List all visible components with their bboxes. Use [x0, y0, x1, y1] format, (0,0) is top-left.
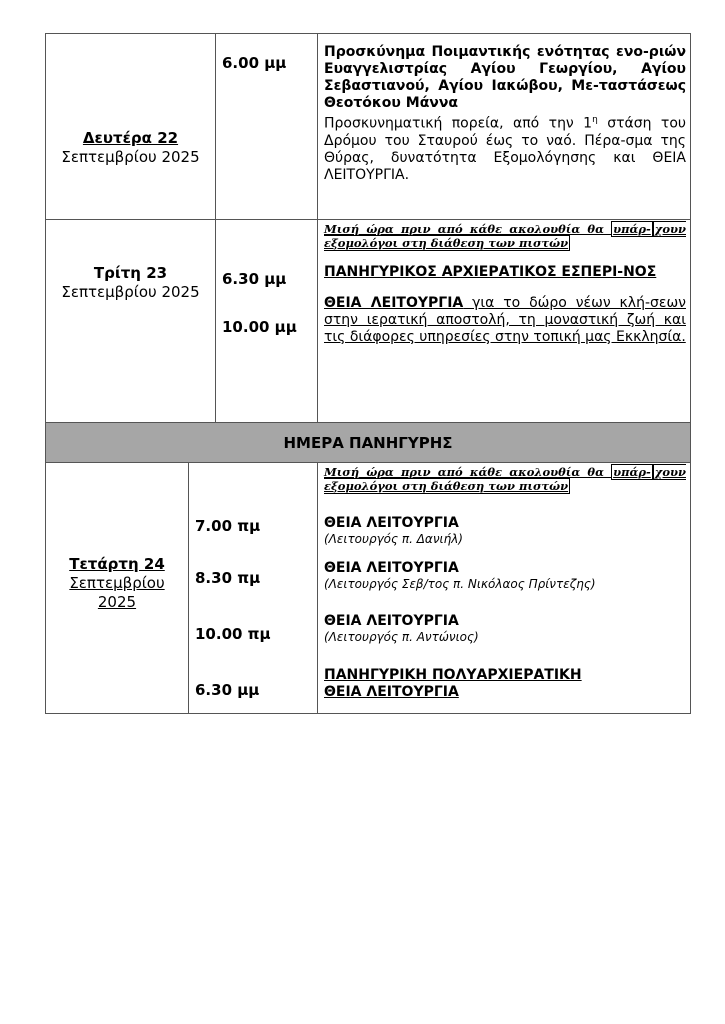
- monday-desc-before: Προσκυνηματική πορεία, από την 1: [324, 115, 593, 132]
- tuesday-times-cell: [216, 220, 318, 422]
- wednesday-service-4: [324, 667, 582, 701]
- monday-desc-cell: [318, 34, 690, 219]
- monday-month-year: Σεπτεμβρίου 2025: [61, 147, 200, 166]
- tuesday-month-year: Σεπτεμβρίου 2025: [61, 283, 200, 301]
- wednesday-service-1-title: ΘΕΙΑ ΛΕΙΤΟΥΡΓΙΑ: [324, 515, 459, 531]
- wednesday-service-1: [324, 515, 463, 547]
- tuesday-row: [46, 220, 690, 423]
- schedule-table: [45, 33, 691, 714]
- wednesday-note-boxed: υπάρ-: [613, 465, 651, 479]
- wednesday-service-2-officiant: (Λειτουργός Σεβ/τος π. Νικόλαος Πρίντεζης): [324, 577, 596, 591]
- wednesday-service-4-title-line1: ΠΑΝΗΓΥΡΙΚΗ ΠΟΛΥΑΡΧΙΕΡΑΤΙΚΗ: [324, 667, 582, 683]
- wednesday-time-4: 6.30 μμ: [195, 681, 260, 699]
- wednesday-time-2: 8.30 πμ: [195, 569, 261, 587]
- tuesday-desc-cell: [318, 220, 690, 422]
- monday-description: [324, 112, 686, 184]
- wednesday-service-2-title: ΘΕΙΑ ΛΕΙΤΟΥΡΓΙΑ: [324, 560, 459, 576]
- wednesday-date-cell: [46, 463, 189, 713]
- tuesday-time-1: 6.30 μμ: [222, 270, 287, 288]
- tuesday-liturgy-title: ΘΕΙΑ ΛΕΙΤΟΥΡΓΙΑ: [324, 295, 464, 311]
- wednesday-service-1-officiant: (Λειτουργός π. Δανιήλ): [324, 532, 463, 546]
- wednesday-service-2: [324, 560, 596, 592]
- wednesday-time-1: 7.00 πμ: [195, 517, 261, 535]
- wednesday-service-3-title: ΘΕΙΑ ΛΕΙΤΟΥΡΓΙΑ: [324, 613, 459, 629]
- tuesday-note-boxed: υπάρ-: [613, 222, 651, 236]
- monday-row: [46, 34, 690, 220]
- tuesday-day: Τρίτη 23: [93, 264, 168, 282]
- wednesday-year: 2025: [97, 592, 137, 611]
- wednesday-day: Τετάρτη 24: [69, 554, 165, 573]
- tuesday-date-cell: [46, 220, 216, 422]
- wednesday-confession-note: [324, 465, 686, 493]
- tuesday-note-end: χουν εξομολόγοι στη διάθεση των πιστών: [324, 222, 686, 250]
- monday-day: Δευτέρα 22: [82, 128, 179, 147]
- monday-title: Προσκύνημα Ποιμαντικής ενότητας ενο-ριών Ευαγγελιστρίας Αγίου Γεωργίου, Αγίου Σεβαστιανού, Αγίου Ιακώβου, Με-ταστάσεως Θεοτόκου Μάννα: [324, 44, 686, 111]
- monday-date-cell: [46, 34, 216, 219]
- wednesday-month: Σεπτεμβρίου: [69, 573, 165, 592]
- tuesday-confession-note: [324, 222, 686, 250]
- tuesday-liturgy: [324, 295, 686, 346]
- monday-desc-sup: η: [592, 115, 598, 125]
- monday-desc-after: στάση του Δρόμου του Σταυρού έως το ναό. Πέρα-σμα της Θύρας, δυνατότητα Εξομολόγησης και ΘΕΙΑ ΛΕΙΤΟΥΡΓΙΑ.: [324, 115, 686, 183]
- feast-day-band: ΗΜΕΡΑ ΠΑΝΗΓΥΡΗΣ: [46, 423, 690, 463]
- wednesday-service-4-title-line2: ΘΕΙΑ ΛΕΙΤΟΥΡΓΙΑ: [324, 684, 459, 700]
- wednesday-service-3: [324, 613, 479, 645]
- wednesday-service-3-officiant: (Λειτουργός π. Αντώνιος): [324, 630, 479, 644]
- wednesday-note-end: χουν εξομολόγοι στη διάθεση των πιστών: [324, 465, 686, 493]
- wednesday-row: [46, 463, 690, 713]
- wednesday-times-cell: [189, 463, 318, 713]
- tuesday-vespers: ΠΑΝΗΓΥΡΙΚΟΣ ΑΡΧΙΕΡΑΤΙΚΟΣ ΕΣΠΕΡΙ-ΝΟΣ: [324, 264, 657, 280]
- wednesday-desc-cell: [318, 463, 690, 713]
- monday-time: 6.00 μμ: [216, 34, 318, 219]
- tuesday-liturgy-rest: για το δώρο νέων κλή-σεων στην ιερατική αποστολή, τη μοναστική ζωή και τις διάφορες υπηρεσίες στην τοπική μας Εκκλησία.: [324, 295, 686, 345]
- wednesday-time-3: 10.00 πμ: [195, 625, 271, 643]
- wednesday-note-start: Μισή ώρα πριν από κάθε ακολουθία θα: [324, 465, 612, 479]
- tuesday-note-start: Μισή ώρα πριν από κάθε ακολουθία θα: [324, 222, 612, 236]
- tuesday-time-2: 10.00 μμ: [222, 318, 297, 336]
